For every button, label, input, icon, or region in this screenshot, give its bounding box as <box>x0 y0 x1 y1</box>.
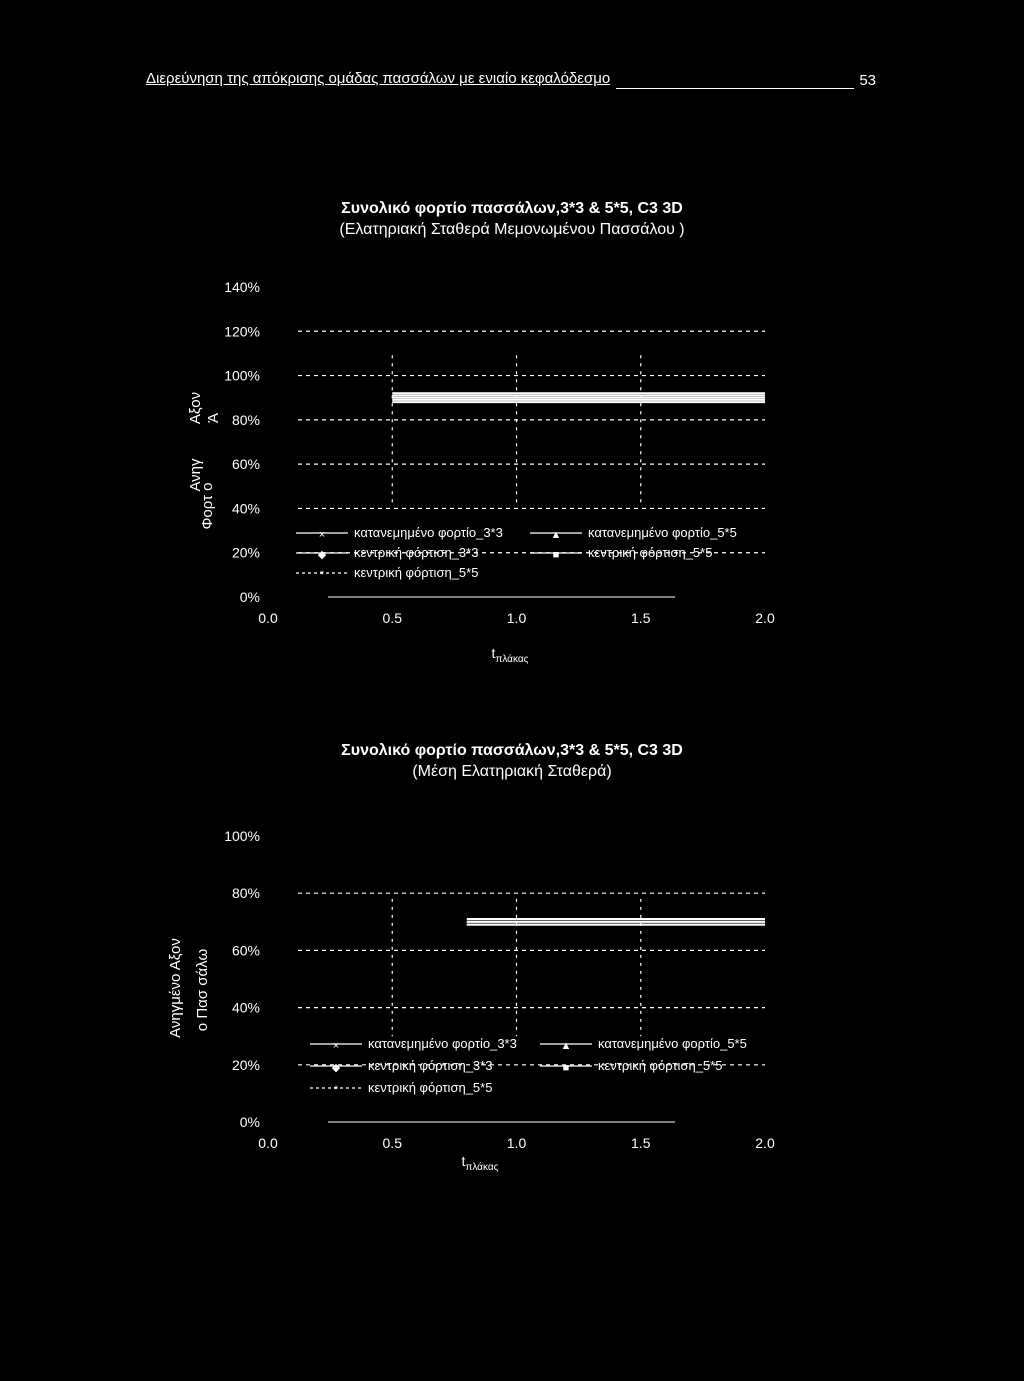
chart2-legend-marker: ■ <box>562 1062 570 1074</box>
chart2-y-tick-label: 100% <box>224 828 260 844</box>
page-number: 53 <box>859 72 876 89</box>
page-header-title: Διερεύνηση της απόκρισης ομάδας πασσάλων με ενιαίο κεφαλόδεσμο <box>146 70 611 87</box>
chart2-y-tick-label: 40% <box>231 999 260 1016</box>
chart1-x-tick-label: 0.5 <box>382 610 402 626</box>
chart1-subtitle: (Ελατηριακή Σταθερά Μεμονωμένου Πασσάλου ) <box>339 221 685 238</box>
chart2-title-block <box>0 740 1024 782</box>
chart1-y-axis-label: Αξον <box>187 391 204 425</box>
chart2-x-tick-label: 0.5 <box>382 1135 402 1151</box>
chart1-legend-label: κεντρική φόρτιση_5*5 <box>354 565 479 580</box>
chart1-y-tick-label: 100% <box>224 367 260 384</box>
chart1-y-tick-label: 120% <box>224 323 260 340</box>
chart1-plot <box>0 270 1024 690</box>
chart2-legend-marker: ▲ <box>560 1040 572 1052</box>
chart2-subtitle: (Μέση Ελατηριακή Σταθερά) <box>412 763 612 780</box>
chart1-title: Συνολικό φορτίο πασσάλων,3*3 & 5*5, C3 3D <box>341 200 683 217</box>
chart1-legend-marker: ◆ <box>317 549 327 561</box>
chart2-x-tick-label: 2.0 <box>755 1135 775 1151</box>
chart1-x-tick-label: 2.0 <box>755 610 775 626</box>
chart2-legend-marker: ◆ <box>331 1062 341 1074</box>
chart1-legend-label: κεντρική φόρτιση_5*5 <box>588 545 713 560</box>
chart1-legend-marker: * <box>319 569 325 581</box>
chart2-legend-label: κατανεμημένο φορτίο_5*5 <box>598 1036 747 1051</box>
chart2-x-tick-label: 1.5 <box>631 1135 651 1151</box>
chart1-title-block <box>0 198 1024 240</box>
chart1-legend-label: κατανεμημένο φορτίο_5*5 <box>588 525 737 540</box>
chart1-y-tick-label: 40% <box>231 500 260 517</box>
header-rule <box>616 88 854 89</box>
chart1-y-tick-label: 140% <box>224 279 260 295</box>
chart2-y-tick-label: 20% <box>231 1056 260 1073</box>
chart2-y-tick-label: 80% <box>231 885 260 902</box>
chart1-y-tick-label: 80% <box>231 411 260 428</box>
chart1-legend-marker: ▲ <box>550 529 562 541</box>
chart2-x-tick-label: 0.0 <box>258 1135 278 1151</box>
chart2-legend-label: κεντρική φόρτιση_3*3 <box>368 1058 493 1073</box>
chart1-y-axis-label: Ά <box>205 412 222 424</box>
page-header <box>146 70 876 92</box>
chart2-legend-marker: * <box>333 1084 339 1096</box>
chart1-x-tick-label: 1.0 <box>506 610 527 626</box>
chart2-y-axis-label: Ανηγμένο Αξον <box>167 938 184 1038</box>
chart1-legend-label: κεντρική φόρτιση_3*3 <box>354 545 479 560</box>
chart2-legend-label: κατανεμημένο φορτίο_3*3 <box>368 1036 517 1051</box>
chart2-plot <box>0 810 1024 1210</box>
chart2-legend-marker: × <box>332 1040 340 1052</box>
chart1-legend-marker: × <box>318 529 326 541</box>
chart2-x-axis-label: $t_{\pi\lambda ά\kappa\alpha\varsigma}$ <box>461 1153 499 1173</box>
chart1-legend-label: κατανεμημένο φορτίο_3*3 <box>354 525 503 540</box>
chart1-x-axis-label: $t_{\pi\lambda ά\kappa\alpha\varsigma}$ <box>491 645 529 665</box>
chart1-x-tick-label: 0.0 <box>258 610 278 626</box>
chart1-y-tick-label: 60% <box>231 456 260 473</box>
chart1-y-axis-label: Ανηγ <box>187 458 204 492</box>
chart2-x-tick-label: 1.0 <box>506 1135 527 1151</box>
chart2-legend-label: κεντρική φόρτιση_5*5 <box>598 1058 723 1073</box>
chart2-legend-label: κεντρική φόρτιση_5*5 <box>368 1080 493 1095</box>
chart2-y-tick-label: 60% <box>231 942 260 959</box>
chart2-y-axis-label: ο Πασ σάλω <box>194 948 211 1032</box>
chart1-y-tick-label: 20% <box>231 544 260 561</box>
chart1-y-axis-label: Φορτ ο <box>199 482 216 530</box>
chart1-y-tick-label: 0% <box>239 589 260 605</box>
chart2-y-tick-label: 0% <box>239 1114 260 1130</box>
chart1-legend-marker: ■ <box>552 549 560 561</box>
chart1-x-tick-label: 1.5 <box>631 610 651 626</box>
chart2-title: Συνολικό φορτίο πασσάλων,3*3 & 5*5, C3 3D <box>341 742 683 759</box>
